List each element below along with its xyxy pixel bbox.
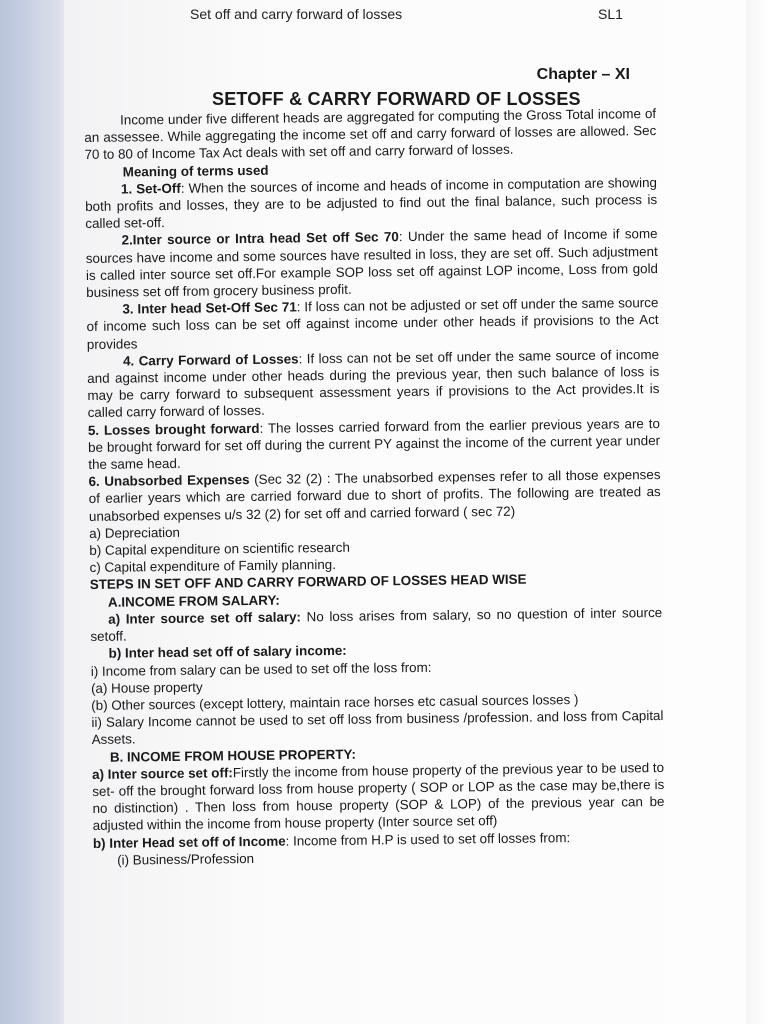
unabsorbed-item-c: c) Capital expenditure of Family planning. <box>89 557 337 576</box>
hp-b-label: b) Inter Head set off of Income <box>92 833 286 851</box>
hp-a <box>92 759 665 835</box>
term-2 <box>85 225 658 301</box>
term-5 <box>88 415 661 474</box>
term-1 <box>85 174 658 233</box>
term-3-label: 3. Inter head Set-Off Sec 71 <box>122 299 297 317</box>
salary-i: i) Income from salary can be used to set off the loss from: <box>90 659 432 679</box>
term-3-text: : If loss can not be adjusted or set off under the same source of income such loss can be set off against income under other heads if provisions to the Act provides <box>86 295 659 352</box>
term-1-label: 1. Set-Off <box>120 180 181 197</box>
term-4-label: 4. Carry Forward of Losses <box>122 351 299 369</box>
hp-a-text: Firstly the income from house property of the previous year to be used to set- off the brought forward loss from house property ( SOP or LOP as the case may be,there is no distinction) . Then loss from house property (SOP & LOP) of the previous year can be adjusted within the income from house property (Inter source set off) <box>92 759 665 834</box>
intro-paragraph: Income under five different heads are aggregated for computing the Gross Total income of an assessee. While aggregating the income set off and carry forward of losses are allowed. Sec 70 to 80 of Income Tax Act deals with set off and carry forward of losses. <box>84 106 657 163</box>
unabsorbed-item-a: a) Depreciation <box>89 524 181 541</box>
chapter-label: Chapter – XI <box>536 66 630 83</box>
salary-heading: A.INCOME FROM SALARY: <box>107 592 280 610</box>
term-3 <box>86 294 659 353</box>
term-1-text: : When the sources of income and heads of income in computation are showing both profits and losses, they are to be adjusted to find out the final balance, such process is called set-off. <box>85 174 658 232</box>
meaning-heading: Meaning of terms used <box>122 162 269 180</box>
term-6-text: (Sec 32 (2) : The unabsorbed expenses refer to all those expenses of earlier years which are carried forward due to short of profits. The following are treated as unabsorbed expenses u/s 32 (2) for set off and carried forward ( sec 72) <box>88 467 661 524</box>
term-4-text: : If loss can not be set off under the same source of income and against income under other heads during the previous year, then such balance of loss is may be carry forward to subsequent assessment years if provisions to the Act provides.It is called carry forward of losses. <box>87 346 660 421</box>
steps-heading: STEPS IN SET OFF AND CARRY FORWARD OF LOSSES HEAD WISE <box>89 572 527 593</box>
term-2-label: 2.Inter source or Intra head Set off Sec 70 <box>121 229 399 248</box>
term-5-text: : The losses carried forward from the earlier previous years are to be brought forward for set off during the current PY against the income of the current year under the same head. <box>88 415 661 473</box>
term-6 <box>88 466 661 525</box>
term-2-text: : Under the same head of Income if some sources have income and some sources have resulted in loss, they are set off. Such adjustment is called inter source set off.For example SOP loss set off against LOP income, Loss from gold business set off from grocery business profit. <box>85 226 659 301</box>
salary-ii: ii) Salary Income cannot be used to set off loss from business /profession. and loss from Capital Assets. <box>91 708 664 748</box>
salary-list-a: (a) House property <box>90 679 203 696</box>
term-6-label: 6. Unabsorbed Expenses <box>88 472 250 490</box>
running-header: Set off and carry forward of losses <box>190 6 403 22</box>
document-body <box>84 105 665 869</box>
book-spine <box>0 0 72 1024</box>
term-4 <box>87 346 660 422</box>
hp-heading: B. INCOME FROM HOUSE PROPERTY: <box>109 746 356 765</box>
hp-b-item: (i) Business/Profession <box>117 850 255 868</box>
salary-a-text: No loss arises from salary, so no question of inter source setoff. <box>90 604 663 645</box>
term-5-label: 5. Losses brought forward <box>87 420 260 438</box>
page-edge <box>746 0 768 1024</box>
unabsorbed-item-b: b) Capital expenditure on scientific research <box>89 539 350 559</box>
salary-b-label: b) Inter head set off of salary income: <box>108 643 347 662</box>
salary-list-b: (b) Other sources (except lottery, maintain race horses etc casual sources losses ) <box>91 691 579 713</box>
page-title: SETOFF & CARRY FORWARD OF LOSSES <box>212 89 581 109</box>
hp-b-text: : Income from H.P is used to set off losses from: <box>285 829 571 849</box>
page-code: SL1 <box>598 6 623 22</box>
hp-a-label: a) Inter source set off: <box>91 764 233 782</box>
salary-a-label: a) Inter source set off salary: <box>108 609 302 627</box>
